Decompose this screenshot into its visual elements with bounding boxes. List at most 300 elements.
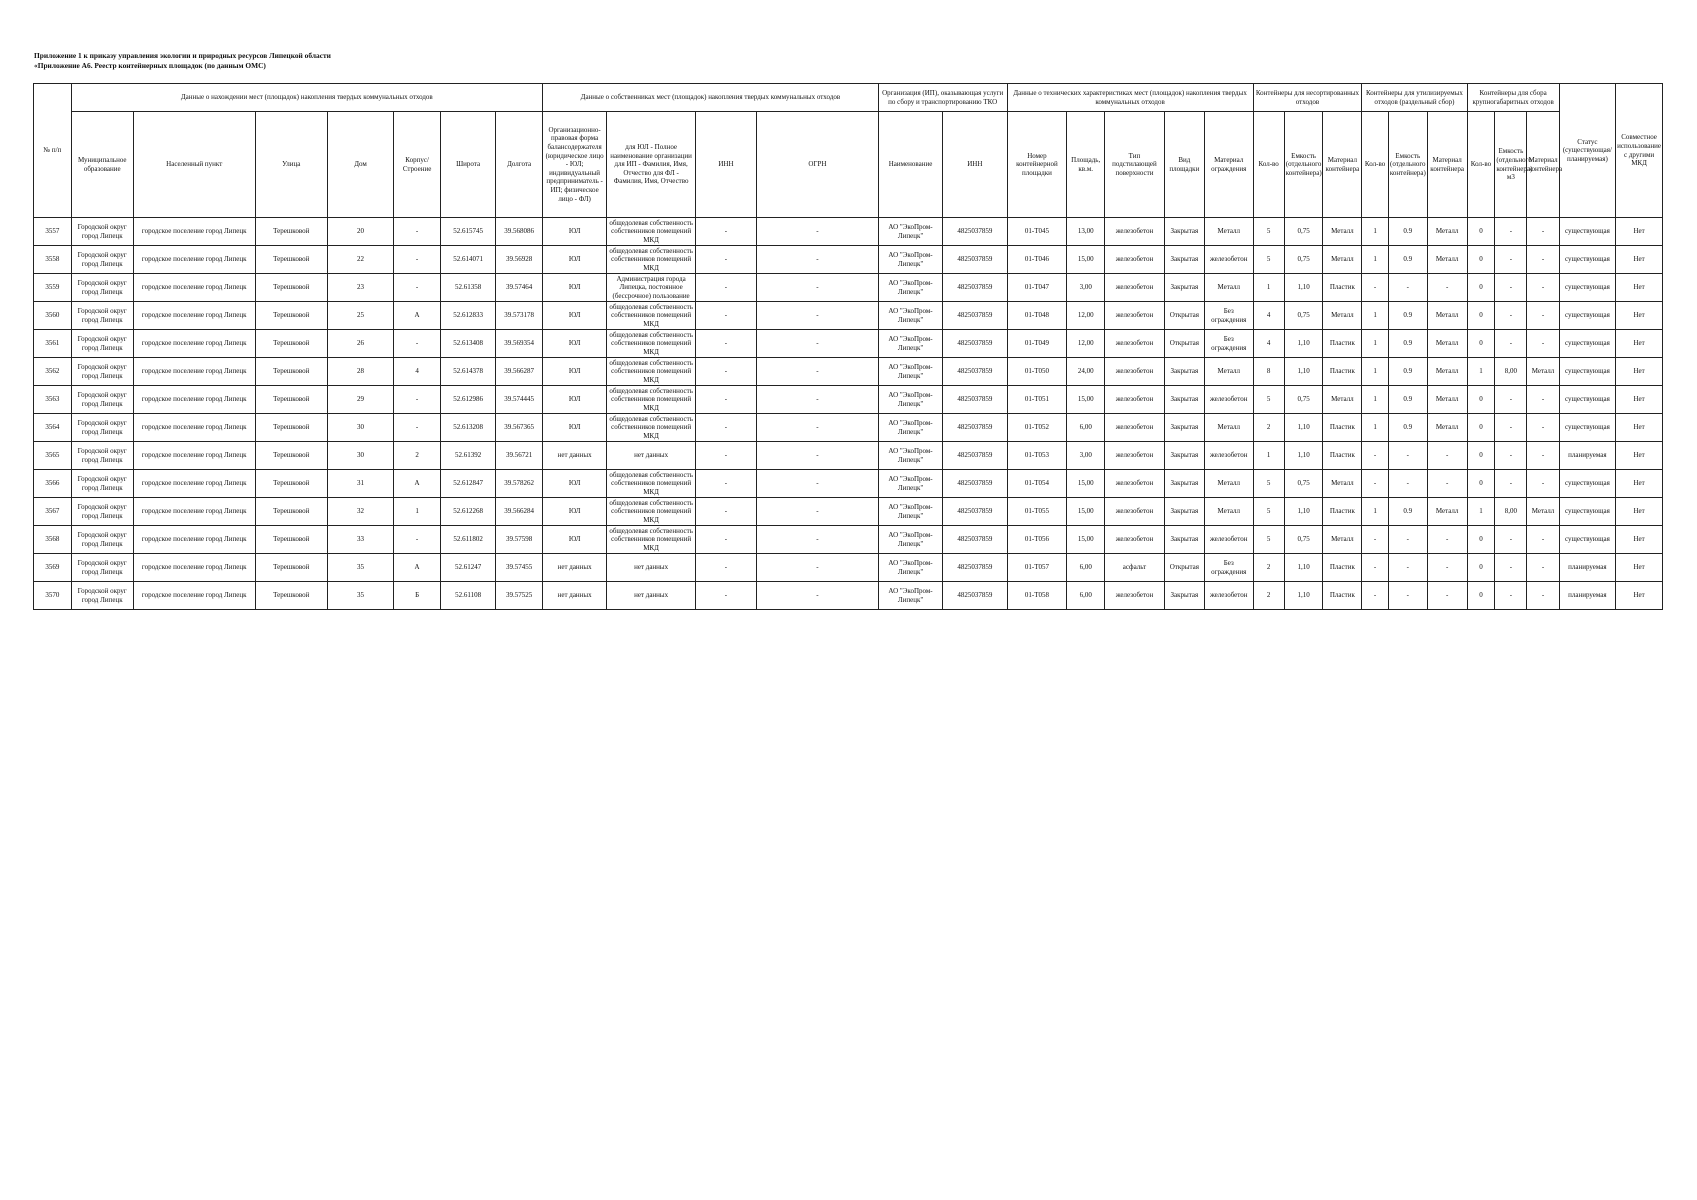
cell-building: - — [394, 218, 441, 246]
cell-legal-form: ЮЛ — [542, 498, 606, 526]
cell-operator-name-text: АО "ЭкоПром-Липецк" — [888, 530, 933, 548]
cell-recycl-volume: 0.9 — [1388, 386, 1427, 414]
cell-settlement-text: городское поселение город Липецк — [141, 563, 247, 572]
cell-owner-name-text: нет данных — [634, 451, 669, 460]
cell-recycl-qty: 1 — [1362, 302, 1389, 330]
cell-num: 3558 — [34, 246, 72, 274]
cell-municipality-text: Городской округ город Липецк — [77, 278, 127, 296]
cell-operator-inn: 4825037859 — [943, 218, 1007, 246]
cell-settlement — [133, 526, 255, 554]
cell-bulky-volume: - — [1495, 470, 1527, 498]
cell-street: Терешковой — [255, 554, 327, 582]
cell-bulky-qty: 0 — [1467, 582, 1495, 610]
cell-settlement — [133, 330, 255, 358]
cell-building: - — [394, 414, 441, 442]
cell-inn: - — [695, 274, 756, 302]
cell-owner-name-text: общедолевая собственность собственников помещений МКД — [609, 302, 693, 328]
registry-table — [33, 83, 1663, 610]
cell-surface: железобетон — [1105, 442, 1165, 470]
cell-lon: 39.56721 — [496, 442, 543, 470]
cell-lat: 52.61247 — [440, 554, 495, 582]
cell-municipality-text: Городской округ город Липецк — [77, 558, 127, 576]
cell-area: 24,00 — [1067, 358, 1105, 386]
cell-house: 23 — [327, 274, 394, 302]
cell-lat: 52.612986 — [440, 386, 495, 414]
cell-num: 3570 — [34, 582, 72, 610]
cell-surface: асфальт — [1105, 554, 1165, 582]
cell-inn: - — [695, 470, 756, 498]
cell-owner-name — [607, 302, 696, 330]
cell-fence-text: Металл — [1217, 283, 1240, 292]
cell-operator-name-text: АО "ЭкоПром-Липецк" — [888, 278, 933, 296]
cell-ogrn: - — [756, 246, 878, 274]
cell-settlement — [133, 218, 255, 246]
cell-lon: 39.56928 — [496, 246, 543, 274]
cell-mixed-qty: 5 — [1253, 246, 1284, 274]
cell-area: 3,00 — [1067, 442, 1105, 470]
cell-owner-name — [607, 442, 696, 470]
cell-fence-text: Без ограждения — [1211, 558, 1247, 576]
cell-recycl-qty: 1 — [1362, 218, 1389, 246]
cell-recycl-material: - — [1427, 442, 1467, 470]
cell-building: - — [394, 330, 441, 358]
cell-mixed-volume: 1,10 — [1284, 274, 1323, 302]
cell-bulky-material: - — [1527, 246, 1559, 274]
cell-inn: - — [695, 386, 756, 414]
cell-mixed-qty: 1 — [1253, 442, 1284, 470]
cell-owner-name-text: общедолевая собственность собственников помещений МКД — [609, 218, 693, 244]
cell-owner-name — [607, 218, 696, 246]
cell-lat: 52.613208 — [440, 414, 495, 442]
cell-operator-name-text: АО "ЭкоПром-Липецк" — [888, 446, 933, 464]
group-mixed-containers: Контейнеры для несортированных отходов — [1253, 84, 1362, 112]
cell-surface: железобетон — [1105, 246, 1165, 274]
table-row — [34, 386, 1663, 414]
cell-recycl-material: Металл — [1427, 358, 1467, 386]
cell-site-number: 01-Т048 — [1007, 302, 1067, 330]
col-operator-inn: ИНН — [943, 112, 1007, 218]
cell-num: 3562 — [34, 358, 72, 386]
cell-status: существующая — [1559, 386, 1616, 414]
cell-mixed-qty: 1 — [1253, 274, 1284, 302]
cell-municipality — [71, 442, 133, 470]
header-group-row — [34, 84, 1663, 112]
cell-recycl-material: Металл — [1427, 302, 1467, 330]
cell-bulky-qty: 0 — [1467, 330, 1495, 358]
col-surface: Тип подстилающей поверхности — [1105, 112, 1165, 218]
cell-recycl-material: - — [1427, 526, 1467, 554]
cell-site-type: Закрытая — [1164, 386, 1204, 414]
document-title — [34, 51, 331, 71]
cell-area: 6,00 — [1067, 414, 1105, 442]
cell-owner-name — [607, 470, 696, 498]
cell-street: Терешковой — [255, 330, 327, 358]
cell-bulky-qty: 0 — [1467, 386, 1495, 414]
cell-legal-form: ЮЛ — [542, 358, 606, 386]
cell-site-type: Закрытая — [1164, 218, 1204, 246]
cell-mixed-material: Металл — [1323, 386, 1362, 414]
cell-lat: 52.615745 — [440, 218, 495, 246]
cell-recycl-material: Металл — [1427, 386, 1467, 414]
group-tech: Данные о технических характеристиках мест (площадок) накопления твердых коммунальных отходов — [1007, 84, 1253, 112]
cell-municipality — [71, 274, 133, 302]
cell-municipality — [71, 414, 133, 442]
cell-municipality-text: Городской округ город Липецк — [77, 502, 127, 520]
cell-recycl-qty: 1 — [1362, 358, 1389, 386]
cell-recycl-volume: 0.9 — [1388, 246, 1427, 274]
cell-settlement — [133, 470, 255, 498]
cell-house: 30 — [327, 414, 394, 442]
cell-operator-name-text: АО "ЭкоПром-Липецк" — [888, 250, 933, 268]
cell-settlement-text: городское поселение город Липецк — [141, 423, 247, 432]
cell-mixed-material: Пластик — [1323, 330, 1362, 358]
cell-settlement — [133, 582, 255, 610]
cell-building: - — [394, 386, 441, 414]
cell-recycl-qty: - — [1362, 554, 1389, 582]
col-recycl-material: Материал контейнера — [1427, 112, 1467, 218]
cell-lon: 39.57464 — [496, 274, 543, 302]
cell-fence — [1204, 526, 1253, 554]
cell-owner-name — [607, 358, 696, 386]
cell-building: - — [394, 246, 441, 274]
cell-recycl-volume: - — [1388, 526, 1427, 554]
cell-operator-name-text: АО "ЭкоПром-Липецк" — [888, 390, 933, 408]
cell-area: 15,00 — [1067, 498, 1105, 526]
cell-num: 3557 — [34, 218, 72, 246]
cell-owner-name-text: нет данных — [634, 563, 669, 572]
cell-operator-name — [878, 330, 942, 358]
cell-settlement-text: городское поселение город Липецк — [141, 535, 247, 544]
cell-fence-text: железобетон — [1209, 255, 1248, 264]
col-ogrn: ОГРН — [756, 112, 878, 218]
cell-municipality — [71, 330, 133, 358]
cell-bulky-qty: 0 — [1467, 246, 1495, 274]
cell-lon: 39.566284 — [496, 498, 543, 526]
cell-legal-form: нет данных — [542, 442, 606, 470]
cell-legal-form: ЮЛ — [542, 414, 606, 442]
cell-house: 26 — [327, 330, 394, 358]
cell-building: Б — [394, 582, 441, 610]
cell-municipality-text: Городской округ город Липецк — [77, 418, 127, 436]
cell-bulky-material: - — [1527, 554, 1559, 582]
cell-operator-name — [878, 358, 942, 386]
cell-mixed-volume: 0,75 — [1284, 302, 1323, 330]
cell-owner-name — [607, 386, 696, 414]
cell-site-number: 01-Т056 — [1007, 526, 1067, 554]
cell-mixed-qty: 5 — [1253, 386, 1284, 414]
cell-site-type: Открытая — [1164, 554, 1204, 582]
cell-mixed-qty: 2 — [1253, 582, 1284, 610]
group-operator: Организация (ИП), оказывающая услуги по сбору и транспортированию ТКО — [878, 84, 1007, 112]
cell-legal-form: нет данных — [542, 582, 606, 610]
cell-municipality-text: Городской округ город Липецк — [77, 390, 127, 408]
col-mixed-volume: Емкость (отдельного контейнера) — [1284, 112, 1323, 218]
table-row — [34, 414, 1663, 442]
cell-recycl-material: - — [1427, 274, 1467, 302]
cell-site-number: 01-Т052 — [1007, 414, 1067, 442]
group-bulky-containers: Контейнеры для сбора крупногабаритных отходов — [1467, 84, 1559, 112]
cell-site-type: Открытая — [1164, 330, 1204, 358]
cell-bulky-volume: 8,00 — [1495, 498, 1527, 526]
cell-num: 3567 — [34, 498, 72, 526]
cell-ogrn: - — [756, 274, 878, 302]
col-bulky-volume: Емкость (отдельного контейнера) м3 — [1495, 112, 1527, 218]
cell-inn: - — [695, 498, 756, 526]
cell-bulky-material: - — [1527, 386, 1559, 414]
cell-site-number: 01-Т046 — [1007, 246, 1067, 274]
cell-mixed-volume: 1,10 — [1284, 442, 1323, 470]
cell-lat: 52.612847 — [440, 470, 495, 498]
cell-surface: железобетон — [1105, 330, 1165, 358]
cell-surface: железобетон — [1105, 582, 1165, 610]
cell-site-number: 01-Т051 — [1007, 386, 1067, 414]
cell-operator-inn: 4825037859 — [943, 358, 1007, 386]
cell-shared: Нет — [1616, 526, 1663, 554]
cell-legal-form: ЮЛ — [542, 470, 606, 498]
cell-municipality-text: Городской округ город Липецк — [77, 530, 127, 548]
cell-settlement — [133, 274, 255, 302]
cell-municipality — [71, 582, 133, 610]
cell-shared: Нет — [1616, 582, 1663, 610]
cell-fence-text: Без ограждения — [1211, 306, 1247, 324]
cell-bulky-material: - — [1527, 218, 1559, 246]
cell-site-type: Закрытая — [1164, 358, 1204, 386]
cell-recycl-qty: 1 — [1362, 386, 1389, 414]
cell-status: существующая — [1559, 302, 1616, 330]
cell-num: 3559 — [34, 274, 72, 302]
cell-operator-name-text: АО "ЭкоПром-Липецк" — [888, 502, 933, 520]
cell-bulky-volume: - — [1495, 218, 1527, 246]
cell-fence — [1204, 386, 1253, 414]
cell-mixed-volume: 0,75 — [1284, 470, 1323, 498]
cell-surface: железобетон — [1105, 470, 1165, 498]
cell-bulky-qty: 0 — [1467, 274, 1495, 302]
cell-operator-inn: 4825037859 — [943, 414, 1007, 442]
cell-area: 6,00 — [1067, 554, 1105, 582]
cell-operator-name — [878, 218, 942, 246]
col-site-number: Номер контейнерной площадки — [1007, 112, 1067, 218]
cell-area: 3,00 — [1067, 274, 1105, 302]
cell-ogrn: - — [756, 330, 878, 358]
cell-settlement — [133, 554, 255, 582]
cell-municipality-text: Городской округ город Липецк — [77, 222, 127, 240]
cell-recycl-volume: 0.9 — [1388, 218, 1427, 246]
group-recycl-containers: Контейнеры для утилизируемых отходов (раздельный сбор) — [1362, 84, 1467, 112]
cell-status: существующая — [1559, 526, 1616, 554]
cell-municipality-text: Городской округ город Липецк — [77, 586, 127, 604]
cell-lon: 39.578262 — [496, 470, 543, 498]
cell-settlement-text: городское поселение город Липецк — [141, 255, 247, 264]
cell-surface: железобетон — [1105, 414, 1165, 442]
cell-bulky-material: - — [1527, 470, 1559, 498]
cell-operator-inn: 4825037859 — [943, 302, 1007, 330]
cell-owner-name-text: общедолевая собственность собственников помещений МКД — [609, 330, 693, 356]
col-site-type: Вид площадки — [1164, 112, 1204, 218]
cell-mixed-qty: 5 — [1253, 526, 1284, 554]
cell-site-number: 01-Т047 — [1007, 274, 1067, 302]
cell-surface: железобетон — [1105, 358, 1165, 386]
cell-operator-inn: 4825037859 — [943, 330, 1007, 358]
cell-bulky-material: Металл — [1527, 498, 1559, 526]
cell-recycl-material: Металл — [1427, 414, 1467, 442]
title-line-2: «Приложение А6. Реестр контейнерных площадок (по данным ОМС) — [34, 61, 266, 70]
cell-house: 31 — [327, 470, 394, 498]
cell-lat: 52.614071 — [440, 246, 495, 274]
cell-bulky-material: - — [1527, 526, 1559, 554]
cell-ogrn: - — [756, 582, 878, 610]
cell-mixed-material: Металл — [1323, 470, 1362, 498]
cell-bulky-volume: - — [1495, 526, 1527, 554]
cell-area: 15,00 — [1067, 246, 1105, 274]
cell-mixed-qty: 5 — [1253, 498, 1284, 526]
cell-operator-inn: 4825037859 — [943, 386, 1007, 414]
cell-mixed-qty: 5 — [1253, 218, 1284, 246]
cell-inn: - — [695, 526, 756, 554]
cell-num: 3564 — [34, 414, 72, 442]
cell-lon: 39.574445 — [496, 386, 543, 414]
cell-settlement-text: городское поселение город Липецк — [141, 451, 247, 460]
cell-house: 29 — [327, 386, 394, 414]
cell-ogrn: - — [756, 498, 878, 526]
table-row — [34, 330, 1663, 358]
cell-shared: Нет — [1616, 386, 1663, 414]
col-owner-name: для ЮЛ - Полное наименование организации для ИП - Фамилия, Имя, Отчество для ФЛ - Фамилия, Имя, Отчество — [607, 112, 696, 218]
cell-mixed-qty: 4 — [1253, 302, 1284, 330]
cell-owner-name — [607, 330, 696, 358]
cell-house: 32 — [327, 498, 394, 526]
cell-area: 15,00 — [1067, 386, 1105, 414]
cell-municipality — [71, 470, 133, 498]
cell-surface: железобетон — [1105, 302, 1165, 330]
cell-fence-text: Металл — [1217, 479, 1240, 488]
cell-bulky-material: - — [1527, 330, 1559, 358]
table-row — [34, 302, 1663, 330]
cell-bulky-qty: 0 — [1467, 526, 1495, 554]
cell-site-number: 01-Т058 — [1007, 582, 1067, 610]
cell-settlement-text: городское поселение город Липецк — [141, 367, 247, 376]
cell-mixed-material: Пластик — [1323, 554, 1362, 582]
cell-house: 25 — [327, 302, 394, 330]
cell-fence-text: Металл — [1217, 367, 1240, 376]
cell-fence — [1204, 414, 1253, 442]
cell-mixed-volume: 1,10 — [1284, 554, 1323, 582]
cell-legal-form: нет данных — [542, 554, 606, 582]
cell-recycl-material: - — [1427, 470, 1467, 498]
cell-lon: 39.573178 — [496, 302, 543, 330]
cell-owner-name-text: общедолевая собственность собственников помещений МКД — [609, 246, 693, 272]
cell-municipality — [71, 218, 133, 246]
cell-ogrn: - — [756, 554, 878, 582]
col-recycl-volume: Емкость (отдельного контейнера) — [1388, 112, 1427, 218]
cell-operator-inn: 4825037859 — [943, 582, 1007, 610]
cell-legal-form: ЮЛ — [542, 526, 606, 554]
cell-site-type: Открытая — [1164, 302, 1204, 330]
cell-site-number: 01-Т054 — [1007, 470, 1067, 498]
cell-municipality — [71, 526, 133, 554]
cell-settlement — [133, 414, 255, 442]
cell-recycl-volume: 0.9 — [1388, 498, 1427, 526]
cell-shared: Нет — [1616, 554, 1663, 582]
cell-house: 35 — [327, 582, 394, 610]
cell-status: существующая — [1559, 414, 1616, 442]
cell-owner-name-text: общедолевая собственность собственников помещений МКД — [609, 414, 693, 440]
cell-owner-name — [607, 526, 696, 554]
cell-fence-text: Без ограждения — [1211, 334, 1247, 352]
cell-bulky-qty: 1 — [1467, 498, 1495, 526]
cell-num: 3568 — [34, 526, 72, 554]
col-num: № п/п — [34, 84, 72, 218]
cell-site-type: Закрытая — [1164, 582, 1204, 610]
cell-mixed-volume: 1,10 — [1284, 358, 1323, 386]
cell-status: существующая — [1559, 358, 1616, 386]
cell-mixed-volume: 1,10 — [1284, 582, 1323, 610]
cell-operator-name-text: АО "ЭкоПром-Липецк" — [888, 586, 933, 604]
cell-mixed-material: Пластик — [1323, 358, 1362, 386]
cell-inn: - — [695, 246, 756, 274]
cell-lon: 39.57598 — [496, 526, 543, 554]
cell-area: 12,00 — [1067, 302, 1105, 330]
cell-recycl-volume: - — [1388, 554, 1427, 582]
col-shared: Совместное использование с другими МКД — [1616, 84, 1663, 218]
cell-num: 3563 — [34, 386, 72, 414]
cell-street: Терешковой — [255, 218, 327, 246]
cell-settlement — [133, 442, 255, 470]
cell-lon: 39.57455 — [496, 554, 543, 582]
cell-fence-text: железобетон — [1209, 535, 1248, 544]
cell-area: 6,00 — [1067, 582, 1105, 610]
cell-municipality — [71, 358, 133, 386]
cell-recycl-material: Металл — [1427, 246, 1467, 274]
cell-status: существующая — [1559, 274, 1616, 302]
cell-mixed-volume: 1,10 — [1284, 330, 1323, 358]
cell-bulky-volume: - — [1495, 554, 1527, 582]
cell-operator-name — [878, 414, 942, 442]
cell-shared: Нет — [1616, 358, 1663, 386]
cell-operator-name — [878, 386, 942, 414]
col-lat: Широта — [440, 112, 495, 218]
cell-legal-form: ЮЛ — [542, 246, 606, 274]
cell-lon: 39.57525 — [496, 582, 543, 610]
cell-area: 15,00 — [1067, 526, 1105, 554]
cell-owner-name-text: нет данных — [634, 591, 669, 600]
cell-bulky-material: - — [1527, 302, 1559, 330]
cell-street: Терешковой — [255, 302, 327, 330]
cell-lon: 39.567365 — [496, 414, 543, 442]
table-row — [34, 498, 1663, 526]
cell-owner-name-text: Администрация города Липецка, постоянное (бессрочное) пользование — [612, 274, 690, 300]
cell-ogrn: - — [756, 302, 878, 330]
table-row — [34, 358, 1663, 386]
col-bulky-qty: Кол-во — [1467, 112, 1495, 218]
cell-area: 12,00 — [1067, 330, 1105, 358]
cell-num: 3560 — [34, 302, 72, 330]
cell-fence — [1204, 358, 1253, 386]
cell-lat: 52.612268 — [440, 498, 495, 526]
cell-num: 3569 — [34, 554, 72, 582]
cell-mixed-qty: 4 — [1253, 330, 1284, 358]
cell-shared: Нет — [1616, 442, 1663, 470]
cell-bulky-volume: - — [1495, 582, 1527, 610]
cell-owner-name-text: общедолевая собственность собственников помещений МКД — [609, 526, 693, 552]
cell-settlement-text: городское поселение город Липецк — [141, 591, 247, 600]
cell-bulky-qty: 0 — [1467, 470, 1495, 498]
cell-house: 20 — [327, 218, 394, 246]
cell-ogrn: - — [756, 218, 878, 246]
cell-inn: - — [695, 442, 756, 470]
cell-fence-text: железобетон — [1209, 451, 1248, 460]
cell-lat: 52.613408 — [440, 330, 495, 358]
cell-surface: железобетон — [1105, 218, 1165, 246]
